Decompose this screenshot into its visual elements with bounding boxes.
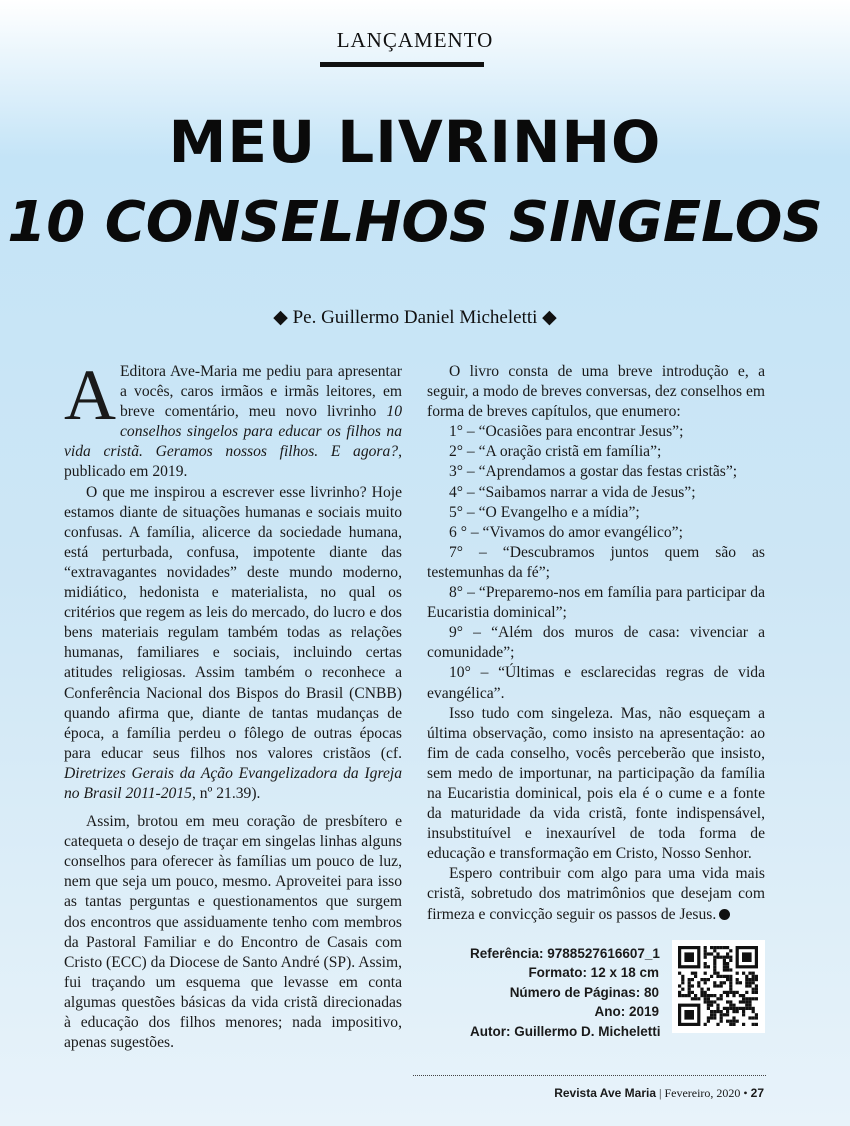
intro-paragraph: O livro consta de uma breve introdução e, a seguir, a modo de breves conversas, dez conselhos em forma de breves capítulos, que enumero: [427,363,765,421]
right-column [427,362,765,925]
chapter-item: 2° – “A oração cristã em família”; [449,443,662,461]
section-underline [320,62,484,67]
book-title-italic: 10 conselhos singelos para educar os filhos na vida cristã. Geramos nossos filhos. E agora? [64,403,402,461]
paragraph-2-text: O que me inspirou a escrever esse livrinho? Hoje estamos diante de situações humanas e sociais muito confusas. A família, alicerce da sociedade humana, está perturbada, confusa, impotente diante das “extravagantes novidades” deste mundo moderno, midiático, hedonista e materialista, no qual os critérios que regem as leis do mercado, do lucro e dos bens materiais regulam também todas as relações humanas, familiares e sociais, incluindo certas atitudes religiosas. Assim também o reconhece a Conferência Nacional dos Bispos do Brasil (CNBB) quando afirma que, diante de tantas mudanças de época, a família perdeu o fôlego de outras épocas para educar seus filhos nos valores cristãos (cf. [64,483,402,762]
qr-code-graphic [672,940,765,1033]
chapter-item: 7° – “Descubramos juntos quem são as testemunhas da fé”; [427,543,765,581]
author-byline: ◆ Pe. Guillermo Daniel Micheletti ◆ [273,307,557,328]
chapter-item: 4° – “Saibamos narrar a vida de Jesus”; [449,483,696,501]
footer-divider [413,1075,766,1076]
drop-cap: A [64,355,116,435]
format: Formato: 12 x 18 cm [528,965,659,981]
title-line-2: 10 CONSELHOS SINGELOS [7,190,823,255]
paragraph-3: Assim, brotou em meu coração de presbítero e catequeta o desejo de traçar em singelas linhas alguns conselhos para oferecer às famílias um pouco de luz, nem que seja um pouco, mesmo. Aproveitei para isso as tantas perguntas e questionamentos que surgem dos encontros que assiduamente tenho com membros da Pastoral Familiar e do Encontro de Casais com Cristo (ECC) da Diocese de Santo André (SP). Assim, fui traçando um esquema que levasse em conta algumas questões básicas da vida cristã direcionadas à educação dos filhos menores; nada impositivo, apenas sugestões. [64,813,402,1052]
chapter-item: 9° – “Além dos muros de casa: vivenciar a comunidade”; [427,624,765,662]
title-line-1: MEU LIVRINHO [168,108,662,176]
page-count: Número de Páginas: 80 [509,984,659,1000]
reference: Referência: 9788527616607_1 [470,946,660,961]
page-number: 27 [750,1086,764,1100]
chapter-item: 6 ° – “Vivamos do amor evangélico”; [449,523,683,541]
footer-date: Fevereiro, 2020 • [664,1086,748,1100]
citation-italic: Diretrizes Gerais da Ação Evangelizadora da Igreja no Brasil 2011-2015 [64,764,402,802]
qr-code-icon[interactable] [672,940,765,1033]
chapter-list [427,422,765,703]
closing-paragraph: Isso tudo com singeleza. Mas, não esqueçam a última observação, como insisto na apresentação: ao fim de cada conselho, vocês perceberão que insisto, sem medo de importunar, na participação da família na Eucaristia dominical, pois ela é o cume e a fonte da maturidade da vida cristã, fonte indispensável, insubstituível e inexaurível de toda forma de educação e transformação em Cristo, Nosso Senhor. [427,704,765,863]
footer-separator: | [659,1086,662,1100]
footer [554,1086,764,1101]
chapter-item: 10° – “Últimas e esclarecidas regras de vida evangélica”. [427,664,765,702]
chapter-item: 5° – “O Evangelho e a mídia”; [449,503,640,521]
paragraph-1-text: Editora Ave-Maria me pediu para apresentar a vocês, caros irmãos e irmãs leitores, em breve comentário, meu novo livrinho [120,363,402,421]
final-paragraph-text: Espero contribuir com algo para uma vida mais cristã, sobretudo dos matrimônios que desejam com firmeza e convicção seguir os passos de Jesus. [427,865,765,923]
final-paragraph [427,864,765,924]
paragraph-2-end: , nº 21.39). [191,784,261,802]
chapter-item: 3° – “Aprendamos a gostar das festas cristãs”; [449,463,738,481]
end-dot-icon [719,909,730,920]
paragraph-1-end: , publicado em 2019. [64,443,402,481]
section-label: LANÇAMENTO [336,28,494,52]
paragraph-1 [64,355,402,483]
paragraph-2 [64,483,402,805]
left-column [64,355,402,1053]
book-info [470,944,659,1041]
book-author: Autor: Guillermo D. Micheletti [470,1023,661,1039]
chapter-item: 8° – “Preparemo-nos em família para participar da Eucaristia dominical”; [427,584,765,622]
magazine-name: Revista Ave Maria [554,1086,657,1100]
year: Ano: 2019 [594,1004,659,1020]
chapter-item: 1° – “Ocasiões para encontrar Jesus”; [449,423,684,441]
